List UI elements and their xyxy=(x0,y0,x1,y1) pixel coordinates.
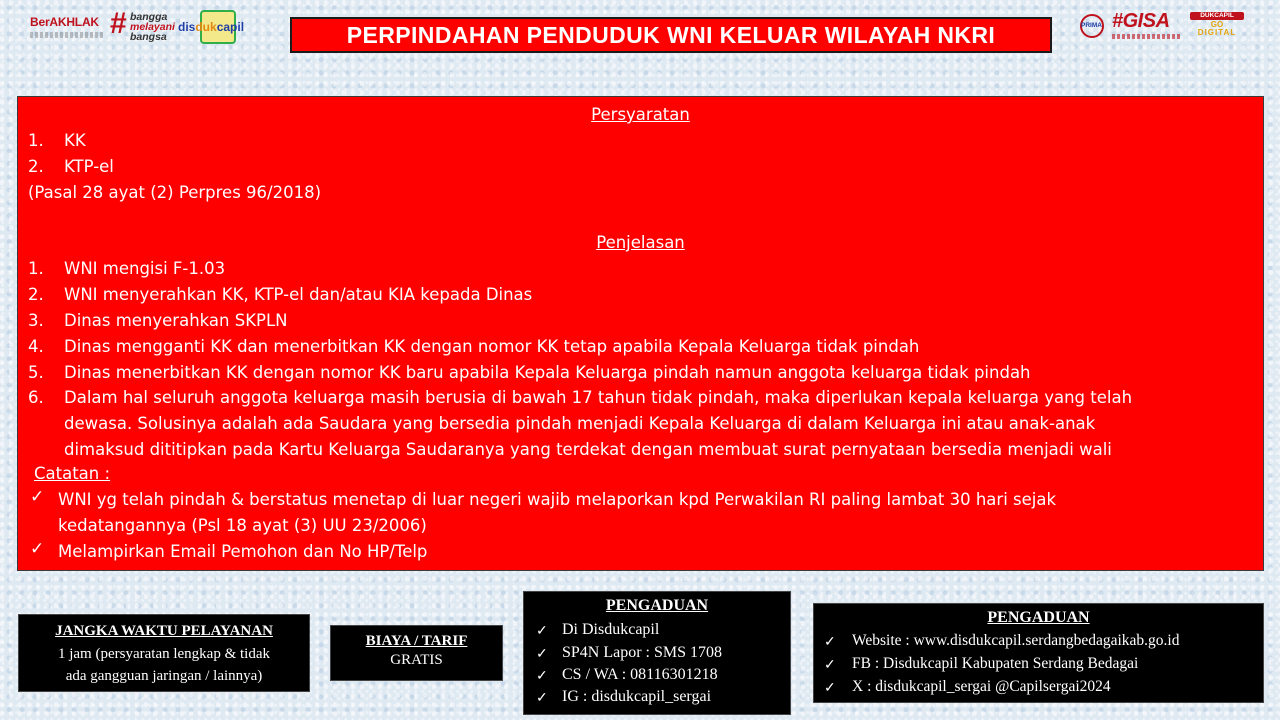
disdukcapil-logo xyxy=(178,10,268,42)
checkmark-icon: ✓ xyxy=(536,624,548,639)
complaint-2-item-facebook: FB : Disdukcapil Kabupaten Serdang Bedagai xyxy=(852,655,1139,672)
checkmark-icon: ✓ xyxy=(536,691,548,706)
penjelasan-number-4: 4. xyxy=(28,337,44,356)
checkmark-icon: ✓ xyxy=(824,635,836,650)
penjelasan-item-1: WNI mengisi F-1.03 xyxy=(64,259,226,278)
complaint-box-2 xyxy=(813,603,1264,703)
prima-logo-text: PRIMA xyxy=(1081,22,1102,29)
service-time-box xyxy=(18,614,310,692)
checkmark-icon: ✓ xyxy=(536,647,548,662)
dukcapil-go-digital-logo xyxy=(1190,12,1244,38)
complaint-1-item-sp4n: SP4N Lapor : SMS 1708 xyxy=(562,644,723,661)
complaint-1-item-office: Di Disdukcapil xyxy=(562,621,660,638)
checkmark-icon: ✓ xyxy=(30,487,45,507)
catatan-heading: Catatan : xyxy=(34,464,111,483)
penjelasan-item-2: WNI menyerahkan KK, KTP-el dan/atau KIA kepada Dinas xyxy=(64,285,533,304)
penjelasan-number-1: 1. xyxy=(28,259,44,278)
service-time-heading: JANGKA WAKTU PELAYANAN xyxy=(55,623,273,639)
fee-value: GRATIS xyxy=(390,652,443,668)
gisa-logo xyxy=(1112,10,1184,42)
service-time-line-2: ada gangguan jaringan / lainnya) xyxy=(65,668,263,684)
bangga-melayani-bangsa-logo xyxy=(110,7,180,43)
berakhlak-logo xyxy=(30,15,105,38)
catatan-item-1-line-2: kedatangannya (Psl 18 ayat (3) UU 23/2006) xyxy=(58,516,427,535)
go-digital-digital-text: DIGITAL xyxy=(1197,28,1237,37)
penjelasan-number-6: 6. xyxy=(28,388,44,407)
penjelasan-number-5: 5. xyxy=(28,363,44,382)
hashtag-icon: # xyxy=(110,7,127,40)
berakhlak-tagline-decoration xyxy=(30,32,105,38)
checkmark-icon: ✓ xyxy=(536,669,548,684)
penjelasan-item-6-line-1: Dalam hal seluruh anggota keluarga masih berusia di bawah 17 tahun tidak pindah, maka diperlukan kepala keluarga yang telah xyxy=(64,388,1133,407)
service-time-body xyxy=(19,643,309,687)
complaint-box-1 xyxy=(523,591,791,715)
persyaratan-note: (Pasal 28 ayat (2) Perpres 96/2018) xyxy=(28,183,322,202)
page-title: PERPINDAHAN PENDUDUK WNI KELUAR WILAYAH NKRI xyxy=(290,17,1052,53)
penjelasan-item-6-line-3: dimaksud dititipkan pada Kartu Keluarga Saudaranya yang terdekat dengan membuat surat pernyataan bersedia menjadi wali xyxy=(64,440,1112,459)
go-digital-go-text: GO xyxy=(1210,20,1224,29)
persyaratan-item-2: KTP-el xyxy=(64,157,114,176)
catatan-item-1-line-1: WNI yg telah pindah & berstatus menetap di luar negeri wajib melaporkan kpd Perwakilan RI paling lambat 30 hari sejak xyxy=(58,490,1057,509)
checkmark-icon: ✓ xyxy=(824,658,836,673)
berakhlak-logo-text: BerAKHLAK xyxy=(30,15,99,29)
persyaratan-item-1: KK xyxy=(64,131,86,150)
complaint-2-item-x: X : disdukcapil_sergai @Capilsergai2024 xyxy=(852,678,1111,695)
go-digital-bar: DUKCAPIL xyxy=(1190,12,1244,20)
disdukcapil-logo-text: disdukcapil xyxy=(178,20,245,34)
gisa-tagline-decoration xyxy=(1112,34,1182,39)
penjelasan-item-6-line-2: dewasa. Solusinya adalah ada Saudara yang bersedia pindah menjadi Kepala Keluarga di dalam Keluarga ini atau anak-anak xyxy=(64,414,1096,433)
bangga-melayani-bangsa-logo-text: bangga melayani bangsa xyxy=(130,11,175,43)
complaint-1-item-instagram: IG : disdukcapil_sergai xyxy=(562,688,712,705)
penjelasan-number-3: 3. xyxy=(28,311,44,330)
catatan-item-2: Melampirkan Email Pemohon dan No HP/Telp xyxy=(58,542,428,561)
checkmark-icon: ✓ xyxy=(30,539,45,559)
service-time-line-1: 1 jam (persyaratan lengkap & tidak xyxy=(57,646,270,662)
complaint-box-2-heading: PENGADUAN xyxy=(987,609,1090,626)
penjelasan-item-5: Dinas menerbitkan KK dengan nomor KK baru apabila Kepala Keluarga pindah namun anggota keluarga tidak pindah xyxy=(64,363,1031,382)
fee-box xyxy=(330,625,503,681)
penjelasan-heading: Penjelasan xyxy=(596,233,685,252)
requirements-panel xyxy=(17,96,1264,571)
checkmark-icon: ✓ xyxy=(824,681,836,696)
dukcapil-prima-logo xyxy=(1080,14,1108,40)
persyaratan-number-2: 2. xyxy=(28,157,44,176)
penjelasan-number-2: 2. xyxy=(28,285,44,304)
persyaratan-heading: Persyaratan xyxy=(591,105,690,124)
persyaratan-number-1: 1. xyxy=(28,131,44,150)
penjelasan-item-4: Dinas mengganti KK dan menerbitkan KK dengan nomor KK tetap apabila Kepala Keluarga tidak pindah xyxy=(64,337,920,356)
penjelasan-item-3: Dinas menyerahkan SKPLN xyxy=(64,311,288,330)
complaint-1-item-whatsapp: CS / WA : 08116301218 xyxy=(562,666,718,683)
gisa-logo-text: #GISA xyxy=(1112,10,1170,32)
complaint-2-item-website: Website : www.disdukcapil.serdangbedagaikab.go.id xyxy=(852,632,1180,649)
complaint-box-1-heading: PENGADUAN xyxy=(605,597,709,614)
fee-heading: BIAYA / TARIF xyxy=(365,633,468,649)
